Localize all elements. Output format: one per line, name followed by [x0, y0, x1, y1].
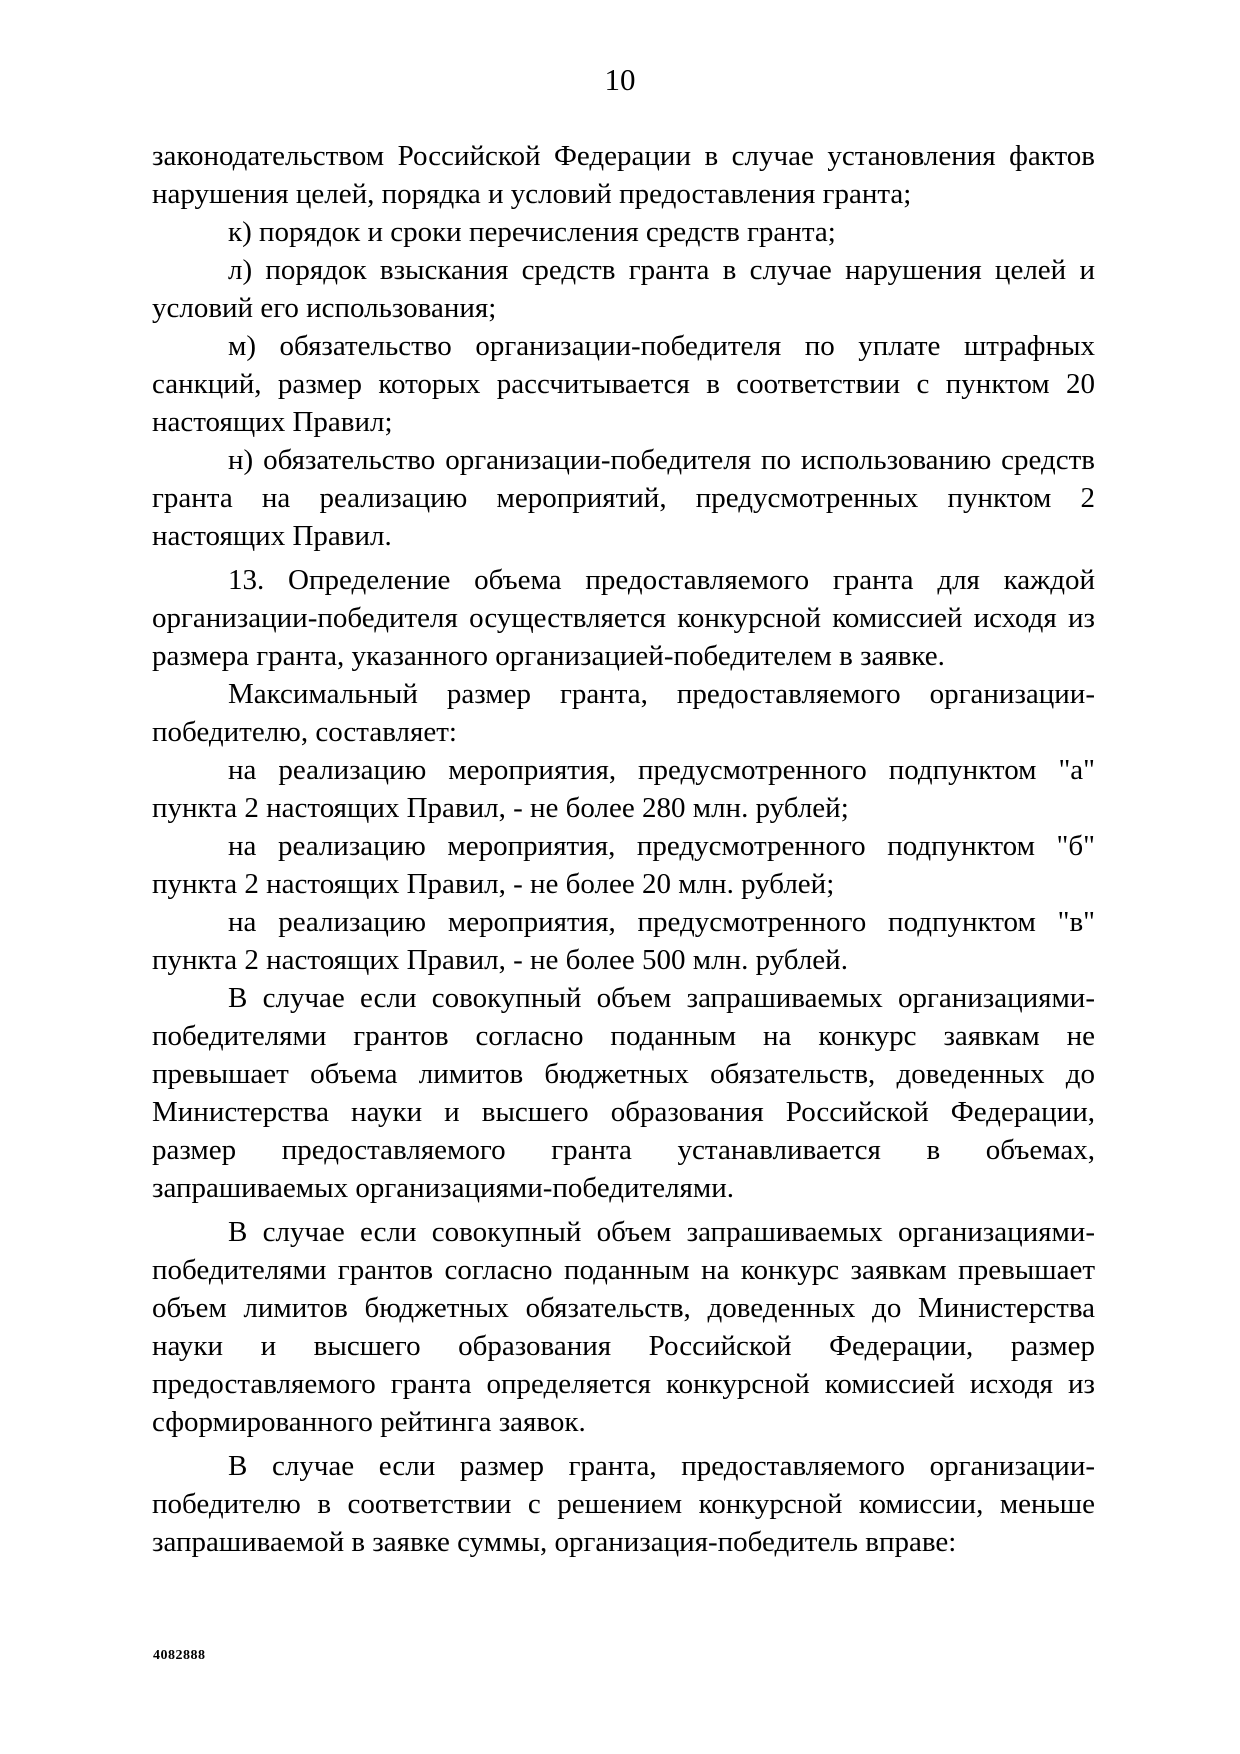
paragraph-item-l: л) порядок взыскания средств гранта в случае нарушения целей и условий его использования; [152, 254, 1095, 324]
paragraph-item-k: к) порядок и сроки перечисления средств гранта; [228, 216, 836, 248]
paragraph-max-grant-v: на реализацию мероприятия, предусмотренного подпунктом "в" пункта 2 настоящих Правил, - не более 500 млн. рублей. [152, 906, 1095, 976]
paragraph-clause-13: 13. Определение объема предоставляемого гранта для каждой организации-победителя осуществляется конкурсной комиссией исходя из размера гранта, указанного организацией-победителем в заявке. [152, 564, 1095, 672]
page-number: 10 [604, 62, 636, 97]
paragraph-max-grant-b: на реализацию мероприятия, предусмотренного подпунктом "б" пункта 2 настоящих Правил, - не более 20 млн. рублей; [152, 830, 1095, 900]
paragraph-grant-smaller: В случае если размер гранта, предоставляемого организации-победителю в соответствии с решением конкурсной комиссии, меньше запрашиваемой в заявке суммы, организация-победитель вправе: [152, 1450, 1095, 1558]
paragraph-not-exceeding-limits: В случае если совокупный объем запрашиваемых организациями-победителями грантов согласно поданным на конкурс заявкам не превышает объема лимитов бюджетных обязательств, доведенных до Министерства науки и высшего образования Российской Федерации, размер предоставляемого гранта устанавливается в объемах, запрашиваемых организациями-победителями. [152, 982, 1095, 1204]
document-code: 4082888 [153, 1648, 206, 1663]
paragraph-max-grant: Максимальный размер гранта, предоставляемого организации-победителю, составляет: [152, 678, 1095, 748]
paragraph-exceeding-limits: В случае если совокупный объем запрашиваемых организациями-победителями грантов согласно поданным на конкурс заявкам превышает объем лимитов бюджетных обязательств, доведенных до Министерства науки и высшего образования Российской Федерации, размер предоставляемого гранта определяется конкурсной комиссией исходя из сформированного рейтинга заявок. [152, 1216, 1095, 1438]
paragraph-item-m: м) обязательство организации-победителя по уплате штрафных санкций, размер которых рассчитывается в соответствии с пунктом 20 настоящих Правил; [152, 330, 1095, 438]
paragraph-item-n: н) обязательство организации-победителя по использованию средств гранта на реализацию мероприятий, предусмотренных пунктом 2 настоящих Правил. [152, 444, 1095, 552]
document-body [152, 137, 1095, 1561]
paragraph-continuation: законодательством Российской Федерации в случае установления фактов нарушения целей, порядка и условий предоставления гранта; [152, 140, 1095, 210]
paragraph-max-grant-a: на реализацию мероприятия, предусмотренного подпунктом "а" пункта 2 настоящих Правил, - не более 280 млн. рублей; [152, 754, 1095, 824]
